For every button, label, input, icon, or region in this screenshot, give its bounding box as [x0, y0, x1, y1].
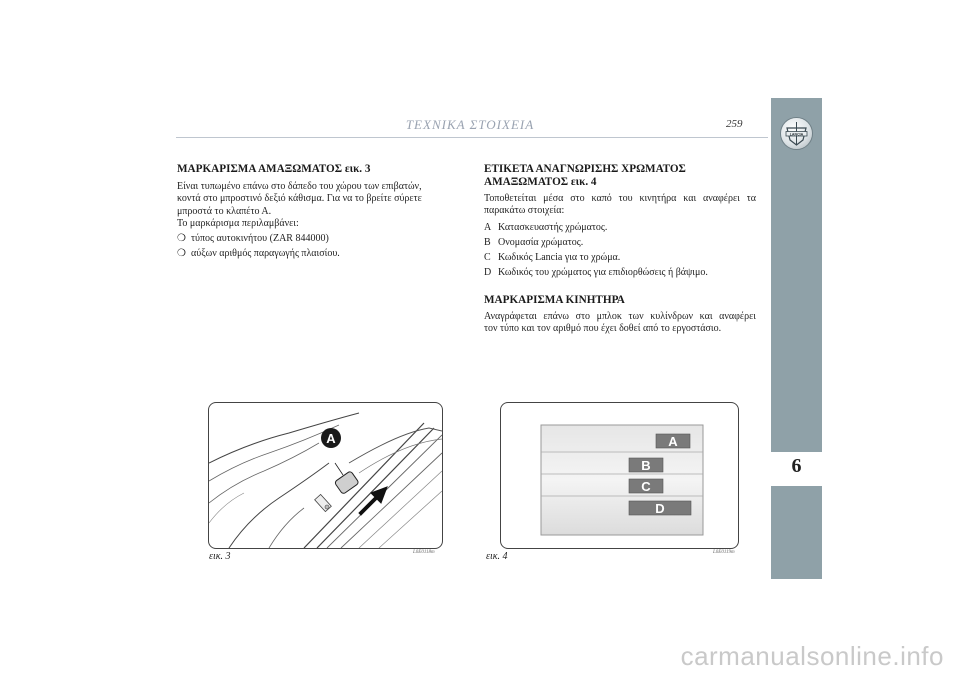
body-marking-paragraph [177, 181, 462, 230]
section-heading-engine-marking: ΜΑΡΚΑΡΙΣΜΑ ΚΙΝΗΤΗΡΑ [484, 293, 625, 306]
item-text: Ονομασία χρώματος. [498, 236, 584, 248]
paragraph-line: μπροστά το κλαπέτο Α. [177, 205, 272, 217]
section-heading-color-label [484, 163, 756, 189]
right-column [484, 163, 756, 335]
item-letter: C [484, 252, 491, 264]
item-text: Κατασκευαστής χρώματος. [498, 221, 608, 233]
paragraph-line: Αναγράφεται επάνω στο μπλοκ των κυλίνδρων και αναφέρει [484, 310, 756, 322]
bullet-circle-icon: ❍ [177, 233, 186, 245]
list-item-text: τύπος αυτοκινήτου (ZAR 844000) [191, 233, 329, 245]
figure-3-caption: εικ. 3 [209, 551, 231, 562]
header-divider [176, 137, 768, 138]
running-header-title: ΤΕΧΝΙΚΑ ΣΤΟΙΧΕΙΑ [405, 117, 535, 132]
figure-4-illustration [500, 402, 739, 549]
section-heading-body-marking: ΜΑΡΚΑΡΙΣΜΑ ΑΜΑΞΩΜΑΤΟΣ εικ. 3 [177, 163, 371, 175]
list-item [484, 252, 756, 264]
list-item [484, 237, 756, 249]
marking-contents-list [177, 233, 462, 261]
label-field-d [629, 501, 691, 516]
seat-floor-drawing [209, 403, 442, 548]
figure-3-illustration [208, 402, 443, 549]
watermark-text[interactable]: carmanualsonline.info [680, 641, 944, 671]
label-letter: C [641, 479, 651, 494]
label-letter: A [668, 434, 678, 449]
list-item-text: αύξων αριθμός παραγωγής πλαισίου. [191, 248, 340, 260]
bullet-circle-icon: ❍ [177, 248, 186, 260]
item-text: Κωδικός Lancia για το χρώμα. [498, 252, 621, 264]
list-item [484, 267, 756, 279]
figure-3-ref-code: L0E0118m [413, 550, 435, 555]
item-letter: D [484, 267, 492, 279]
label-field-a [656, 434, 690, 449]
paragraph-line: Το μαρκάρισμα περιλαμβάνει: [177, 217, 299, 229]
list-item [484, 222, 756, 234]
figure-4-caption: εικ. 4 [486, 551, 508, 562]
list-item [177, 233, 462, 245]
color-label-items-list [484, 222, 756, 280]
label-field-b [629, 458, 663, 473]
label-field-c [629, 479, 663, 494]
list-item [177, 248, 462, 260]
chapter-number: 6 [791, 455, 802, 477]
figure-4-ref-code: L0E0119m [713, 550, 735, 555]
engine-marking-paragraph [484, 311, 756, 336]
lancia-logo-icon [781, 118, 812, 149]
callout-a-label: A [326, 431, 336, 446]
paragraph-line: Είναι τυπωμένο επάνω στο δάπεδο του χώρου των επιβατών, [177, 181, 422, 192]
color-label-paragraph [484, 193, 756, 218]
paragraph-line: Τοποθετείται μέσα στο καπό του κινητήρα και αναφέρει τα [484, 193, 756, 204]
label-letter: B [641, 458, 651, 473]
left-column [177, 163, 462, 261]
logo-text: LANCIA [789, 132, 804, 137]
chapter-sidebar [771, 98, 822, 579]
color-label-drawing [501, 403, 738, 548]
item-letter: A [484, 221, 492, 233]
label-letter: D [655, 501, 665, 516]
page-number: 259 [726, 118, 743, 130]
paragraph-line: παρακάτω στοιχεία: [484, 205, 565, 217]
heading-line: ΑΜΑΞΩΜΑΤΟΣ εικ. 4 [484, 176, 597, 188]
heading-line: ΕΤΙΚΕΤΑ ΑΝΑΓΝΩΡΙΣΗΣ ΧΡΩΜΑΤΟΣ [484, 163, 686, 175]
paragraph-line: τον τύπο και τον αριθμό που έχει δοθεί από το εργοστάσιο. [484, 323, 722, 335]
paragraph-line: κοντά στο μπροστινό δεξιό κάθισμα. Για να το βρείτε σύρετε [177, 193, 422, 205]
item-text: Κωδικός του χρώματος για επιδιορθώσεις ή βάψιμο. [498, 267, 708, 279]
item-letter: B [484, 236, 491, 248]
